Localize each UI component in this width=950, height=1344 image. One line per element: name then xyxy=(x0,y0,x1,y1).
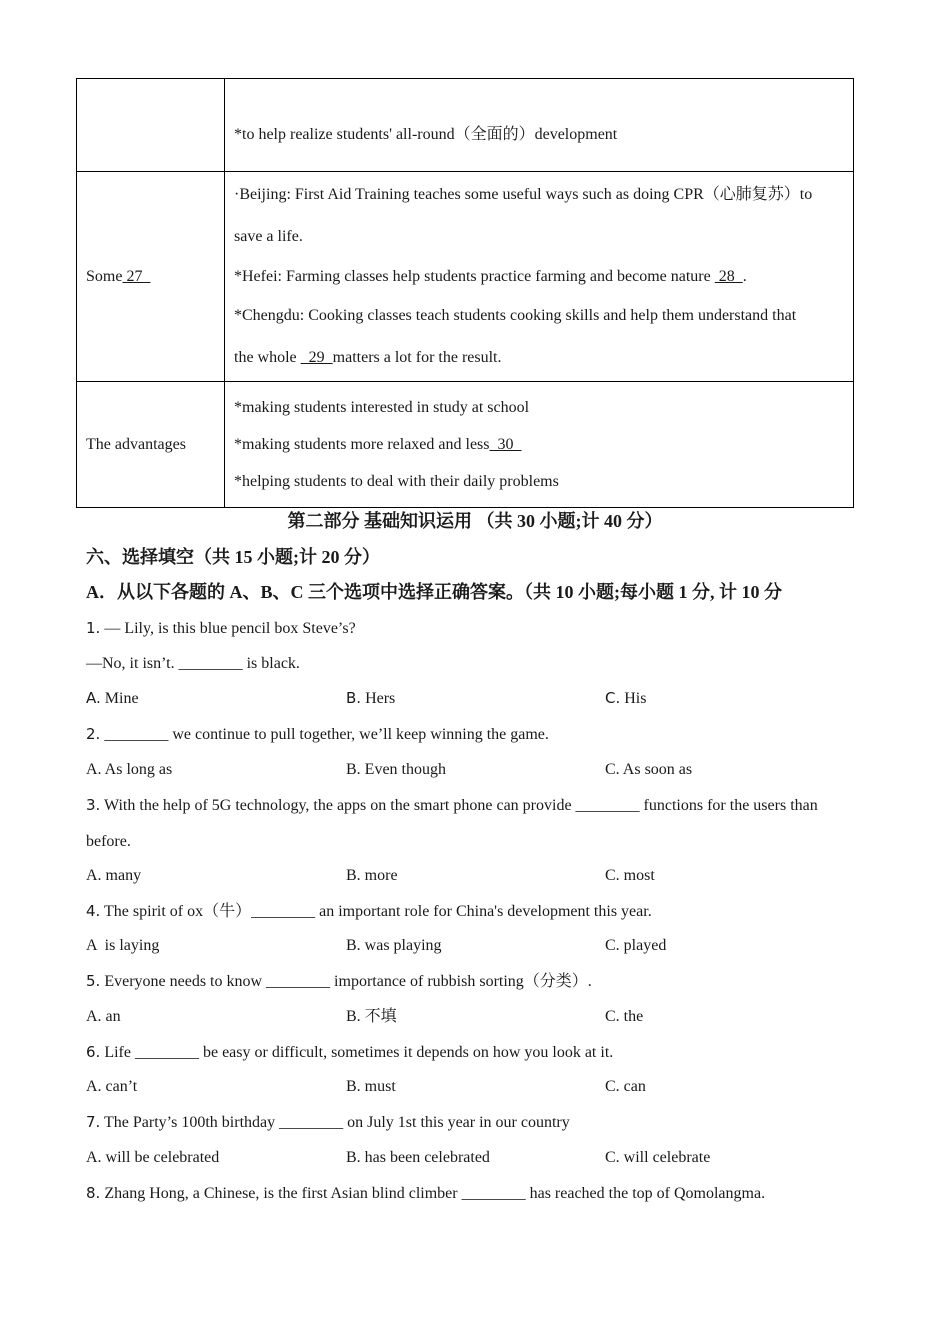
table-line: save a life. xyxy=(234,228,303,245)
line-text: matters a lot for the result. xyxy=(332,349,502,366)
option-b[interactable]: B. 不填 xyxy=(346,1008,397,1025)
question-number: 2. xyxy=(86,725,101,743)
option-b[interactable]: B. has been celebrated xyxy=(346,1149,490,1166)
question-text: ________ we continue to pull together, we’ll keep winning the game. xyxy=(100,726,549,743)
option-c[interactable]: C. the xyxy=(605,1008,644,1025)
option-a[interactable]: A. will be celebrated xyxy=(86,1149,220,1166)
line-text: *Hefei: Farming classes help students practice farming and become nature xyxy=(234,268,715,285)
table-line: *making students interested in study at school xyxy=(234,399,530,416)
question-number: 5. xyxy=(86,972,101,990)
table-line: *to help realize students' all-round（全面的）development xyxy=(234,126,618,143)
option-b[interactable]: B. was playing xyxy=(346,937,442,954)
question-text: — Lily, is this blue pencil box Steve’s? xyxy=(100,620,356,637)
question-text: Everyone needs to know ________ importance of rubbish sorting（分类）. xyxy=(100,973,592,990)
option-letter: A. xyxy=(86,689,101,707)
option-c[interactable] xyxy=(605,687,646,710)
option-a[interactable]: A. many xyxy=(86,867,142,884)
table-row xyxy=(77,382,854,508)
question-5 xyxy=(86,970,866,993)
question-8 xyxy=(86,1182,866,1205)
table-content-cell xyxy=(225,172,854,382)
label-text: Some xyxy=(86,267,123,285)
line-text: . xyxy=(742,268,747,285)
option-a[interactable]: A. can’t xyxy=(86,1078,138,1095)
question-text: Zhang Hong, a Chinese, is the first Asian blind climber ________ has reached the top of Qomolangma. xyxy=(100,1185,766,1202)
table-line: *helping students to deal with their daily problems xyxy=(234,473,559,490)
table-content-cell xyxy=(225,79,854,172)
question-text: The Party’s 100th birthday ________ on July 1st this year in our country xyxy=(100,1114,570,1131)
option-c[interactable]: C. played xyxy=(605,937,667,954)
question-3 xyxy=(86,794,866,817)
info-table xyxy=(76,78,854,508)
question-4 xyxy=(86,900,866,923)
section-a-title: A．从以下各题的 A、B、C 三个选项中选择正确答案。（共 10 小题;每小题 1 分, 计 10 分 xyxy=(86,582,782,602)
blank-29: 29 xyxy=(300,349,333,366)
option-letter: B. xyxy=(346,689,362,707)
question-number: 1. xyxy=(86,619,101,637)
table-label-cell xyxy=(77,172,225,382)
option-b[interactable]: B. more xyxy=(346,867,398,884)
table-label-cell: The advantages xyxy=(77,382,225,508)
table-line: ·Beijing: First Aid Training teaches some useful ways such as doing CPR（心肺复苏）to xyxy=(234,186,813,203)
option-a[interactable]: A. an xyxy=(86,1008,121,1025)
part-two-title: 第二部分 基础知识运用 （共 30 小题;计 40 分） xyxy=(287,511,663,531)
table-line: *Chengdu: Cooking classes teach students cooking skills and help them understand that xyxy=(234,307,797,324)
option-a[interactable]: A. As long as xyxy=(86,761,173,778)
option-b[interactable]: B. must xyxy=(346,1078,396,1095)
question-text: With the help of 5G technology, the apps on the smart phone can provide ________ functions for the users than xyxy=(100,797,818,814)
blank-28: 28 xyxy=(714,268,743,285)
question-number: 8. xyxy=(86,1184,101,1202)
blank-27: 27 xyxy=(122,267,151,285)
question-text: The spirit of ox（牛）________ an important role for China's development this year. xyxy=(100,903,652,920)
table-row xyxy=(77,79,854,172)
question-3-continuation: before. xyxy=(86,833,131,850)
option-c[interactable]: C. most xyxy=(605,867,655,884)
question-text: Life ________ be easy or difficult, sometimes it depends on how you look at it. xyxy=(100,1044,614,1061)
question-2 xyxy=(86,723,866,746)
question-number: 7. xyxy=(86,1113,101,1131)
question-1-reply: —No, it isn’t. ________ is black. xyxy=(86,655,300,672)
question-6 xyxy=(86,1041,866,1064)
option-b[interactable] xyxy=(346,687,395,710)
option-a[interactable]: A is laying xyxy=(86,937,160,954)
blank-30: 30 xyxy=(489,436,522,453)
option-text: His xyxy=(620,690,647,707)
question-7 xyxy=(86,1111,866,1134)
table-row xyxy=(77,172,854,382)
option-c[interactable]: C. can xyxy=(605,1078,646,1095)
option-letter: C. xyxy=(605,689,621,707)
table-content-cell xyxy=(225,382,854,508)
question-1 xyxy=(86,617,866,640)
table-line xyxy=(234,426,844,463)
option-a[interactable] xyxy=(86,687,139,710)
option-c[interactable]: C. As soon as xyxy=(605,761,693,778)
option-c[interactable]: C. will celebrate xyxy=(605,1149,711,1166)
line-text: the whole xyxy=(234,349,301,366)
section-six-title: 六、选择填空（共 15 小题;计 20 分） xyxy=(86,547,380,567)
line-text: *making students more relaxed and less xyxy=(234,436,490,453)
option-text: Mine xyxy=(100,690,139,707)
table-line xyxy=(234,258,844,295)
question-number: 3. xyxy=(86,796,101,814)
table-line xyxy=(234,337,844,379)
table-label-cell xyxy=(77,79,225,172)
option-text: Hers xyxy=(361,690,396,707)
question-number: 4. xyxy=(86,902,101,920)
option-b[interactable]: B. Even though xyxy=(346,761,446,778)
question-number: 6. xyxy=(86,1043,101,1061)
